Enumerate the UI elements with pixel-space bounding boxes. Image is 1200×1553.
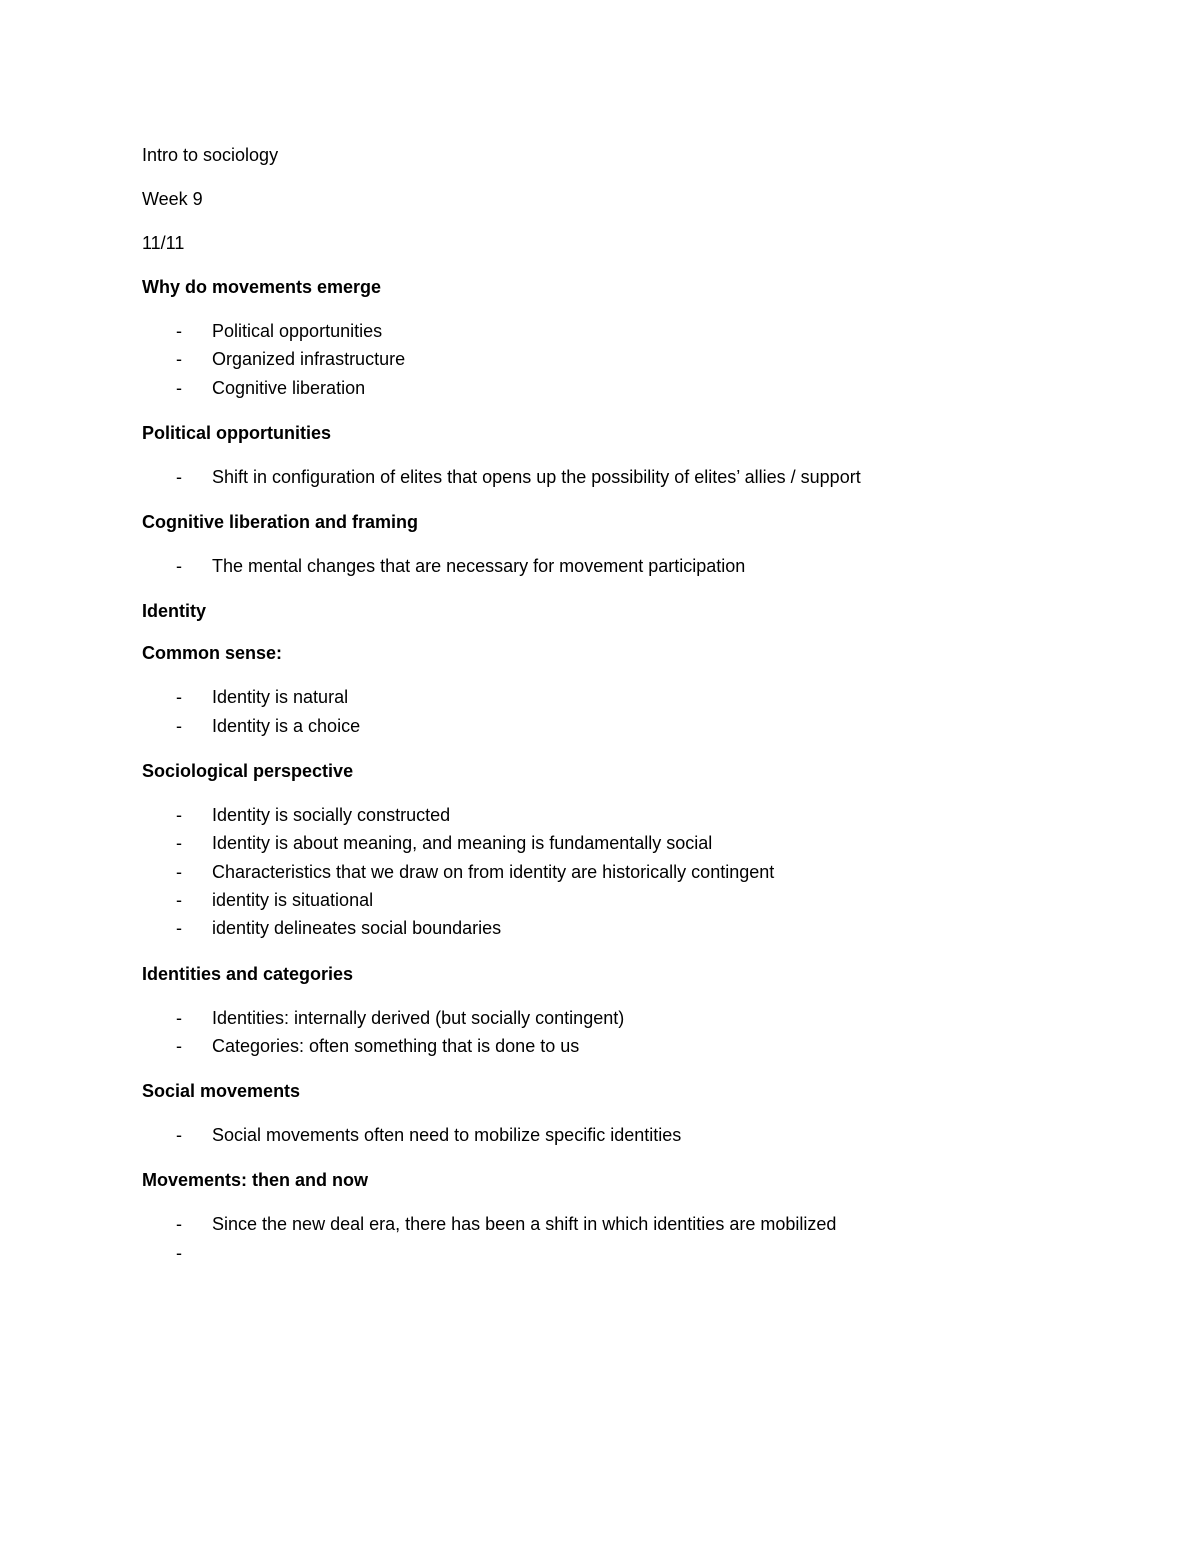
list-item bbox=[142, 683, 1102, 711]
list-item bbox=[142, 914, 1102, 942]
dash-bullet: - bbox=[176, 861, 182, 882]
dash-bullet: - bbox=[176, 1035, 182, 1056]
section-heading: Movements: then and now bbox=[142, 1170, 369, 1191]
list-item bbox=[142, 345, 1102, 373]
list-item bbox=[142, 1210, 1102, 1238]
list-item bbox=[142, 1032, 1102, 1060]
bullet-list bbox=[142, 1210, 1102, 1267]
list-item bbox=[142, 858, 1102, 886]
list-item bbox=[142, 712, 1102, 740]
section-heading: Political opportunities bbox=[142, 422, 332, 443]
section-heading: Identities and categories bbox=[142, 963, 354, 984]
list-item-text: Identity is a choice bbox=[212, 715, 361, 736]
list-item-text: Organized infrastructure bbox=[212, 349, 406, 370]
list-item bbox=[142, 829, 1102, 857]
list-item bbox=[142, 552, 1102, 580]
dash-bullet: - bbox=[176, 1007, 182, 1028]
bullet-list bbox=[142, 683, 1102, 740]
week-label: Week 9 bbox=[142, 189, 203, 209]
list-item-text: Characteristics that we draw on from identity are historically contingent bbox=[212, 861, 775, 882]
list-item bbox=[142, 1004, 1102, 1032]
list-item-text: Identity is about meaning, and meaning is fundamentally social bbox=[212, 833, 713, 854]
section-heading: Sociological perspective bbox=[142, 761, 354, 782]
bullet-list bbox=[142, 801, 1102, 942]
bullet-list bbox=[142, 463, 1102, 491]
list-item bbox=[142, 317, 1102, 345]
section-heading: Cognitive liberation and framing bbox=[142, 512, 419, 533]
section-heading: Common sense: bbox=[142, 643, 283, 664]
section-heading: Why do movements emerge bbox=[142, 277, 382, 297]
list-item bbox=[142, 1121, 1102, 1149]
list-item-text: The mental changes that are necessary for movement participation bbox=[212, 556, 746, 577]
list-item bbox=[142, 463, 1102, 491]
dash-bullet: - bbox=[176, 321, 182, 341]
sections-container bbox=[142, 275, 1102, 1267]
bullet-list bbox=[142, 1004, 1102, 1061]
list-item-text: Identity is natural bbox=[212, 687, 349, 708]
list-item bbox=[142, 1239, 1102, 1267]
list-item-text: Political opportunities bbox=[212, 321, 383, 341]
course-title: Intro to sociology bbox=[142, 145, 279, 165]
date-label: 11/11 bbox=[142, 233, 185, 253]
list-item-text: Identity is socially constructed bbox=[212, 805, 451, 826]
dash-bullet: - bbox=[176, 466, 182, 487]
dash-bullet: - bbox=[176, 349, 182, 370]
dash-bullet: - bbox=[176, 918, 182, 939]
list-item-text: Identities: internally derived (but socially contingent) bbox=[212, 1007, 625, 1028]
dash-bullet: - bbox=[176, 1242, 182, 1263]
dash-bullet: - bbox=[176, 1214, 182, 1235]
dash-bullet: - bbox=[176, 1125, 182, 1146]
list-item-text: Shift in configuration of elites that opens up the possibility of elites’ allies / support bbox=[212, 466, 861, 487]
list-item-text: identity delineates social boundaries bbox=[212, 918, 502, 939]
dash-bullet: - bbox=[176, 687, 182, 708]
document-body bbox=[142, 143, 1102, 1286]
dash-bullet: - bbox=[176, 556, 182, 577]
list-item-text: Since the new deal era, there has been a shift in which identities are mobilized bbox=[212, 1214, 837, 1235]
dash-bullet: - bbox=[176, 377, 182, 398]
list-item bbox=[142, 374, 1102, 402]
section-heading: Social movements bbox=[142, 1081, 301, 1102]
list-item bbox=[142, 801, 1102, 829]
list-item bbox=[142, 886, 1102, 914]
bullet-list bbox=[142, 317, 1102, 402]
list-item-text: Cognitive liberation bbox=[212, 377, 366, 398]
list-item-text: Social movements often need to mobilize specific identities bbox=[212, 1125, 682, 1146]
dash-bullet: - bbox=[176, 715, 182, 736]
bullet-list bbox=[142, 552, 1102, 580]
section-heading: Identity bbox=[142, 601, 207, 622]
bullet-list bbox=[142, 1121, 1102, 1149]
dash-bullet: - bbox=[176, 805, 182, 826]
list-item-text: identity is situational bbox=[212, 889, 374, 910]
list-item-text: Categories: often something that is done to us bbox=[212, 1035, 580, 1056]
dash-bullet: - bbox=[176, 833, 182, 854]
dash-bullet: - bbox=[176, 889, 182, 910]
